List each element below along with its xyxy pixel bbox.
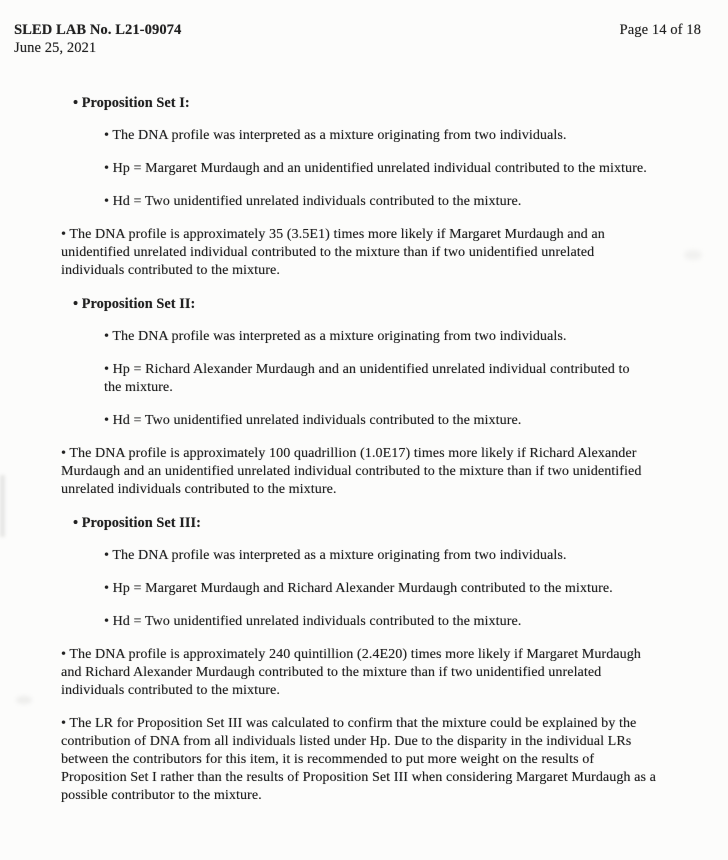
- section-proposition-set-2: [0, 295, 728, 499]
- section-proposition-set-1: [0, 94, 728, 280]
- hp-bullet: • Hp = Margaret Murdaugh and Richard Alexander Murdaugh contributed to the mixture.: [104, 581, 613, 596]
- likelihood-paragraph: • The DNA profile is approximately 35 (3.5E1) times more likely if Margaret Murdaugh and an unidentified unrelated individual contributed to the mixture than if two unidentified unrelated individuals contributed to the mixture.: [61, 227, 605, 278]
- hp-bullet: • Hp = Richard Alexander Murdaugh and an unidentified unrelated individual contributed to the mixture.: [104, 362, 630, 395]
- report-date: June 25, 2021: [14, 40, 97, 56]
- lab-number: SLED LAB No. L21-09074: [14, 22, 182, 38]
- page-header: [0, 0, 728, 57]
- section-heading: • Proposition Set II:: [73, 296, 196, 312]
- hd-bullet: • Hd = Two unidentified unrelated individuals contributed to the mixture.: [104, 194, 522, 209]
- hd-bullet: • Hd = Two unidentified unrelated individuals contributed to the mixture.: [104, 614, 522, 629]
- likelihood-paragraph: • The DNA profile is approximately 100 quadrillion (1.0E17) times more likely if Richard Alexander Murdaugh and an unidentified unrelated individual contributed to the mixture than if two unidentified unrelated individuals contributed to the mixture.: [61, 446, 642, 497]
- interpretation-bullet: • The DNA profile was interpreted as a mixture originating from two individuals.: [104, 329, 567, 344]
- page-indicator: Page 14 of 18: [619, 22, 701, 38]
- recommendation-paragraph: • The LR for Proposition Set III was calculated to confirm that the mixture could be explained by the contribution of DNA from all individuals listed under Hp. Due to the disparity in the individual LRs between the contributors for this item, it is recommended to put more weight on the results of Proposition Set I rather than the results of Proposition Set III when considering Margaret Murdaugh as a possible contributor to the mixture.: [61, 716, 656, 803]
- hd-bullet: • Hd = Two unidentified unrelated individuals contributed to the mixture.: [104, 413, 522, 428]
- report-body: [0, 57, 728, 805]
- section-heading: • Proposition Set I:: [73, 95, 190, 111]
- section-heading: • Proposition Set III:: [73, 515, 201, 531]
- interpretation-bullet: • The DNA profile was interpreted as a mixture originating from two individuals.: [104, 548, 567, 563]
- likelihood-paragraph: • The DNA profile is approximately 240 quintillion (2.4E20) times more likely if Margaret Murdaugh and Richard Alexander Murdaugh contributed to the mixture than if two unidentified unrelated individuals contributed to the mixture.: [61, 647, 641, 698]
- header-left-block: [14, 21, 181, 57]
- section-proposition-set-3: [0, 514, 728, 700]
- hp-bullet: • Hp = Margaret Murdaugh and an unidentified unrelated individual contributed to the mixture.: [104, 161, 647, 176]
- interpretation-bullet: • The DNA profile was interpreted as a mixture originating from two individuals.: [104, 128, 567, 143]
